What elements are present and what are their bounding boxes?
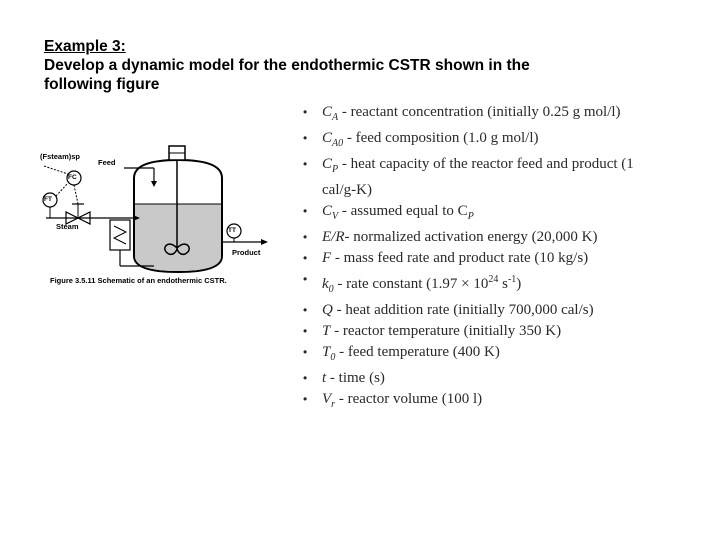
variable-item bbox=[300, 102, 640, 128]
variable-item bbox=[300, 248, 640, 269]
variable-description: - heat capacity of the reactor feed and product (1 cal/g-K) bbox=[322, 156, 634, 198]
cstr-schematic-figure bbox=[36, 138, 286, 290]
bullet-icon: • bbox=[303, 272, 308, 286]
variable-description: - reactor volume (100 l) bbox=[335, 391, 483, 407]
variable-description: - reactant concentration (initially 0.25 g mol/l) bbox=[338, 104, 621, 120]
variable-subscript: A0 bbox=[332, 138, 344, 149]
steam-label: Steam bbox=[56, 222, 79, 231]
heading-line-3: following figure bbox=[44, 76, 160, 93]
variable-symbol: C bbox=[322, 156, 333, 172]
variable-description: - rate constant (1.97 × 10 bbox=[333, 276, 489, 292]
bullet-icon: • bbox=[303, 345, 308, 359]
variable-description: - assumed equal to C bbox=[338, 203, 468, 219]
example-heading bbox=[44, 37, 684, 94]
figure-caption: Figure 3.5.11 Schematic of an endothermic CSTR. bbox=[50, 276, 227, 285]
variable-symbol: k bbox=[322, 276, 329, 292]
bullet-icon: • bbox=[303, 324, 308, 338]
variable-subscript: r bbox=[331, 399, 336, 410]
exponent: 24 bbox=[488, 274, 499, 285]
variable-symbol: C bbox=[322, 104, 333, 120]
variable-symbol: F bbox=[322, 250, 332, 266]
bullet-icon: • bbox=[303, 105, 308, 119]
heading-line-2: Develop a dynamic model for the endothermic CSTR shown in the bbox=[44, 57, 530, 74]
bullet-icon: • bbox=[303, 131, 308, 145]
bullet-icon: • bbox=[303, 204, 308, 218]
description-subscript: P bbox=[467, 211, 474, 222]
bullet-icon: • bbox=[303, 392, 308, 406]
variable-description: - reactor temperature (initially 350 K) bbox=[330, 323, 562, 339]
variable-item bbox=[300, 227, 640, 248]
steam-setpoint-label: (Fsteam)sp bbox=[40, 152, 81, 161]
fc-label: FC bbox=[68, 174, 77, 181]
variable-symbol: V bbox=[322, 391, 332, 407]
bullet-icon: • bbox=[303, 157, 308, 171]
feed-label: Feed bbox=[98, 158, 116, 167]
variable-symbol: C bbox=[322, 203, 333, 219]
tt-label: TT bbox=[228, 227, 236, 234]
variable-item bbox=[300, 154, 640, 201]
variable-description: - heat addition rate (initially 700,000 cal/s) bbox=[332, 302, 594, 318]
variable-item bbox=[300, 201, 640, 227]
variable-symbol: T bbox=[322, 344, 331, 360]
variable-symbol: E/R bbox=[322, 229, 345, 245]
variable-description: - time (s) bbox=[326, 370, 385, 386]
variable-symbol: C bbox=[322, 130, 333, 146]
variable-description: - feed composition (1.0 g mol/l) bbox=[343, 130, 539, 146]
bullet-icon: • bbox=[303, 303, 308, 317]
variable-item bbox=[300, 300, 640, 321]
variable-subscript: A bbox=[332, 112, 339, 123]
variable-symbol: Q bbox=[322, 302, 333, 318]
variable-symbol: t bbox=[322, 370, 327, 386]
bullet-icon: • bbox=[303, 230, 308, 244]
unit-text: s bbox=[498, 276, 508, 292]
product-label: Product bbox=[232, 248, 261, 257]
variable-subscript: 0 bbox=[330, 352, 336, 363]
unit-exponent: -1 bbox=[507, 274, 517, 285]
variable-description: - mass feed rate and product rate (10 kg/s) bbox=[331, 250, 589, 266]
variable-subscript: 0 bbox=[328, 284, 334, 295]
variable-subscript: V bbox=[332, 211, 339, 222]
ft-label: FT bbox=[44, 196, 52, 203]
variable-item bbox=[300, 269, 640, 300]
variable-description: - normalized activation energy (20,000 K) bbox=[344, 229, 598, 245]
variable-subscript: P bbox=[332, 164, 339, 175]
bullet-icon: • bbox=[303, 371, 308, 385]
variable-item bbox=[300, 321, 640, 342]
variable-symbol: T bbox=[322, 323, 331, 339]
variable-item bbox=[300, 128, 640, 154]
variable-item bbox=[300, 368, 640, 389]
closing-text: ) bbox=[516, 276, 522, 292]
heading-line-1: Example 3: bbox=[44, 38, 126, 55]
variable-description: - feed temperature (400 K) bbox=[335, 344, 500, 360]
variable-list bbox=[300, 102, 640, 415]
variable-item bbox=[300, 342, 640, 368]
bullet-icon: • bbox=[303, 251, 308, 265]
variable-item bbox=[300, 389, 640, 415]
